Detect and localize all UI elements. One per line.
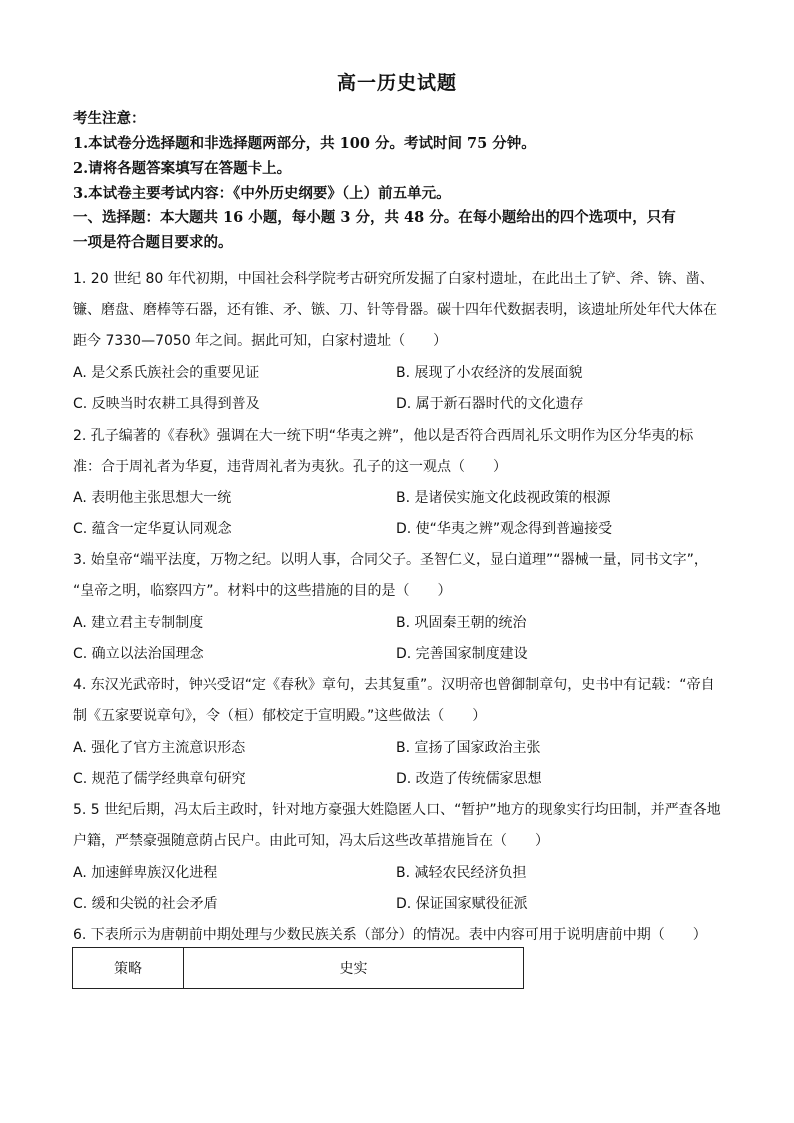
question-6-table xyxy=(72,947,524,989)
question-2-stem: 2. 孔子编著的《春秋》强调在大一统下明“华夷之辨”，他以是否符合西周礼乐文明作为区分华夷的标 xyxy=(73,428,694,444)
question-1-option-b: B. 展现了小农经济的发展面貌 xyxy=(396,365,583,381)
question-5-option-c: C. 缓和尖锐的社会矛盾 xyxy=(73,896,218,912)
notice-item: 1.本试卷分选择题和非选择题两部分，共 100 分。考试时间 75 分钟。 xyxy=(73,135,536,152)
question-5-option-a: A. 加速鲜卑族汉化进程 xyxy=(73,865,218,881)
question-6-stem: 6. 下表所示为唐朝前中期处理与少数民族关系（部分）的情况。表中内容可用于说明唐前中期（ ） xyxy=(73,927,707,943)
question-1-option-d: D. 属于新石器时代的文化遗存 xyxy=(396,396,584,412)
question-5-option-d: D. 保证国家赋役征派 xyxy=(396,896,528,912)
question-5-stem: 5. 5 世纪后期，冯太后主政时，针对地方豪强大姓隐匿人口、“暂护”地方的现象实行均田制，并严查各地 xyxy=(73,802,721,818)
question-2-option-d: D. 使“华夷之辨”观念得到普遍接受 xyxy=(396,521,613,537)
question-1-stem: 1. 20 世纪 80 年代初期，中国社会科学院考古研究所发掘了白家村遗址，在此出土了铲、斧、锛、凿、 xyxy=(73,271,714,287)
question-2-option-b: B. 是诸侯实施文化歧视政策的根源 xyxy=(396,490,611,506)
table-header-strategy: 策略 xyxy=(73,948,184,989)
page-title: 高一历史试题 xyxy=(336,72,457,94)
notice-item: 2.请将各题答案填写在答题卡上。 xyxy=(73,160,292,177)
question-1-stem: 距今 7330—7050 年之间。据此可知，白家村遗址（ ） xyxy=(73,333,448,349)
question-2-option-a: A. 表明他主张思想大一统 xyxy=(73,490,232,506)
question-2-option-c: C. 蕴含一定华夏认同观念 xyxy=(73,521,232,537)
question-3-option-c: C. 确立以法治国理念 xyxy=(73,646,204,662)
section-heading: 一、选择题：本大题共 16 小题，每小题 3 分，共 48 分。在每小题给出的四个选项中，只有 xyxy=(73,209,676,226)
table-row xyxy=(73,948,524,989)
question-4-option-d: D. 改造了传统儒家思想 xyxy=(396,771,542,787)
question-2-stem: 准：合于周礼者为华夏，违背周礼者为夷狄。孔子的这一观点（ ） xyxy=(73,459,507,475)
question-3-option-b: B. 巩固秦王朝的统治 xyxy=(396,615,527,631)
notice-item: 3.本试卷主要考试内容：《中外历史纲要》（上）前五单元。 xyxy=(73,185,451,202)
section-heading-cont: 一项是符合题目要求的。 xyxy=(73,234,233,251)
question-4-option-b: B. 宣扬了国家政治主张 xyxy=(396,740,541,756)
question-3-option-a: A. 建立君主专制制度 xyxy=(73,615,204,631)
question-3-stem: “皇帝之明，临察四方”。材料中的这些措施的目的是（ ） xyxy=(73,583,452,599)
question-3-option-d: D. 完善国家制度建设 xyxy=(396,646,528,662)
question-3-stem: 3. 始皇帝“端平法度，万物之纪。以明人事，合同父子。圣智仁义，显白道理”“器械一量，同书文字”， xyxy=(73,552,708,568)
table-header-facts: 史实 xyxy=(184,948,524,989)
question-4-option-c: C. 规范了儒学经典章句研究 xyxy=(73,771,246,787)
question-1-option-a: A. 是父系氏族社会的重要见证 xyxy=(73,365,260,381)
question-1-option-c: C. 反映当时农耕工具得到普及 xyxy=(73,396,260,412)
question-5-option-b: B. 减轻农民经济负担 xyxy=(396,865,527,881)
question-5-stem: 户籍，严禁豪强随意荫占民户。由此可知，冯太后这些改革措施旨在（ ） xyxy=(73,833,549,849)
notice-heading: 考生注意： xyxy=(73,110,146,127)
question-1-stem: 镰、磨盘、磨棒等石器，还有锥、矛、镞、刀、针等骨器。碳十四年代数据表明，该遗址所处年代大体在 xyxy=(73,302,717,318)
question-4-stem: 4. 东汉光武帝时，钟兴受诏“定《春秋》章句，去其复重”。汉明帝也曾御制章句，史书中有记载：“帝自 xyxy=(73,677,715,693)
question-4-option-a: A. 强化了官方主流意识形态 xyxy=(73,740,246,756)
question-4-stem: 制《五家要说章句》，令（桓）郁校定于宣明殿。”这些做法（ ） xyxy=(73,708,487,724)
